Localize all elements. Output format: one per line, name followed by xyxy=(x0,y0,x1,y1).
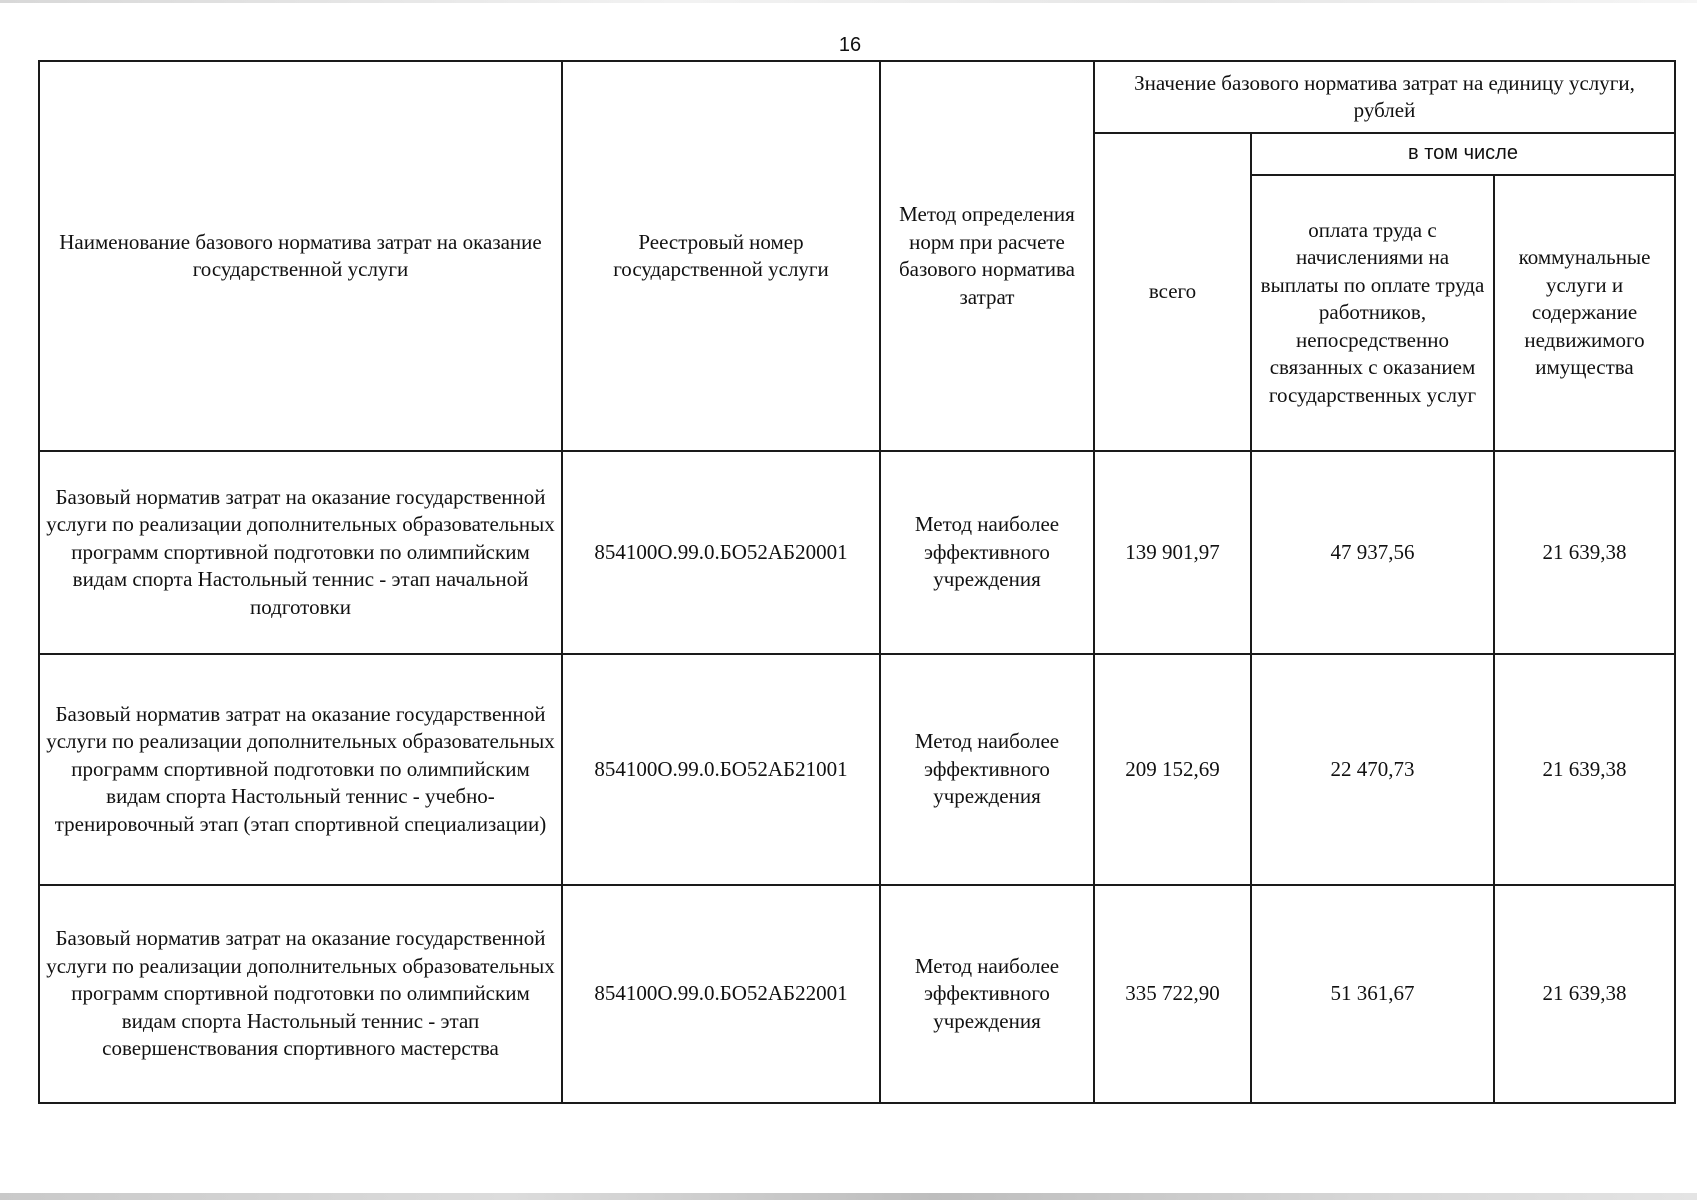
header-method: Метод определения норм при расчете базового норматива затрат xyxy=(880,61,1094,451)
cell-registry: 854100О.99.0.БО52АБ21001 xyxy=(562,654,880,885)
cell-utilities: 21 639,38 xyxy=(1494,885,1675,1103)
cell-method: Метод наиболее эффективного учреждения xyxy=(880,654,1094,885)
header-registry: Реестровый номер государственной услуги xyxy=(562,61,880,451)
header-row-1 xyxy=(39,61,1675,133)
cell-total: 335 722,90 xyxy=(1094,885,1251,1103)
cell-name: Базовый норматив затрат на оказание государственной услуги по реализации дополнительных образовательных программ спортивной подготовки по олимпийским видам спорта Настольный теннис - учебно-тренировочный этап (этап спортивной специализации) xyxy=(39,654,562,885)
header-value-group: Значение базового норматива затрат на единицу услуги, рублей xyxy=(1094,61,1675,133)
header-name: Наименование базового норматива затрат на оказание государственной услуги xyxy=(39,61,562,451)
cell-total: 139 901,97 xyxy=(1094,451,1251,654)
header-total: всего xyxy=(1094,133,1251,451)
table-row xyxy=(39,451,1675,654)
cell-registry: 854100О.99.0.БО52АБ20001 xyxy=(562,451,880,654)
table-row xyxy=(39,654,1675,885)
scan-edge-bottom xyxy=(0,1193,1697,1200)
cell-labor: 47 937,56 xyxy=(1251,451,1494,654)
cell-name: Базовый норматив затрат на оказание государственной услуги по реализации дополнительных образовательных программ спортивной подготовки по олимпийским видам спорта Настольный теннис - этап совершенствования спортивного мастерства xyxy=(39,885,562,1103)
cell-name: Базовый норматив затрат на оказание государственной услуги по реализации дополнительных образовательных программ спортивной подготовки по олимпийским видам спорта Настольный теннис - этап начальной подготовки xyxy=(39,451,562,654)
cell-labor: 22 470,73 xyxy=(1251,654,1494,885)
scan-edge-top xyxy=(0,0,1697,3)
cell-labor: 51 361,67 xyxy=(1251,885,1494,1103)
header-including: в том числе xyxy=(1251,133,1675,175)
table-row xyxy=(39,885,1675,1103)
cell-method: Метод наиболее эффективного учреждения xyxy=(880,451,1094,654)
cell-utilities: 21 639,38 xyxy=(1494,451,1675,654)
cost-norms-table xyxy=(38,60,1676,1104)
cell-registry: 854100О.99.0.БО52АБ22001 xyxy=(562,885,880,1103)
cell-total: 209 152,69 xyxy=(1094,654,1251,885)
page-number: 16 xyxy=(838,34,862,56)
cell-utilities: 21 639,38 xyxy=(1494,654,1675,885)
header-utilities: коммунальные услуги и содержание недвижимого имущества xyxy=(1494,175,1675,451)
header-labor: оплата труда с начислениями на выплаты по оплате труда работников, непосредственно связанных с оказанием государственных услуг xyxy=(1251,175,1494,451)
cell-method: Метод наиболее эффективного учреждения xyxy=(880,885,1094,1103)
